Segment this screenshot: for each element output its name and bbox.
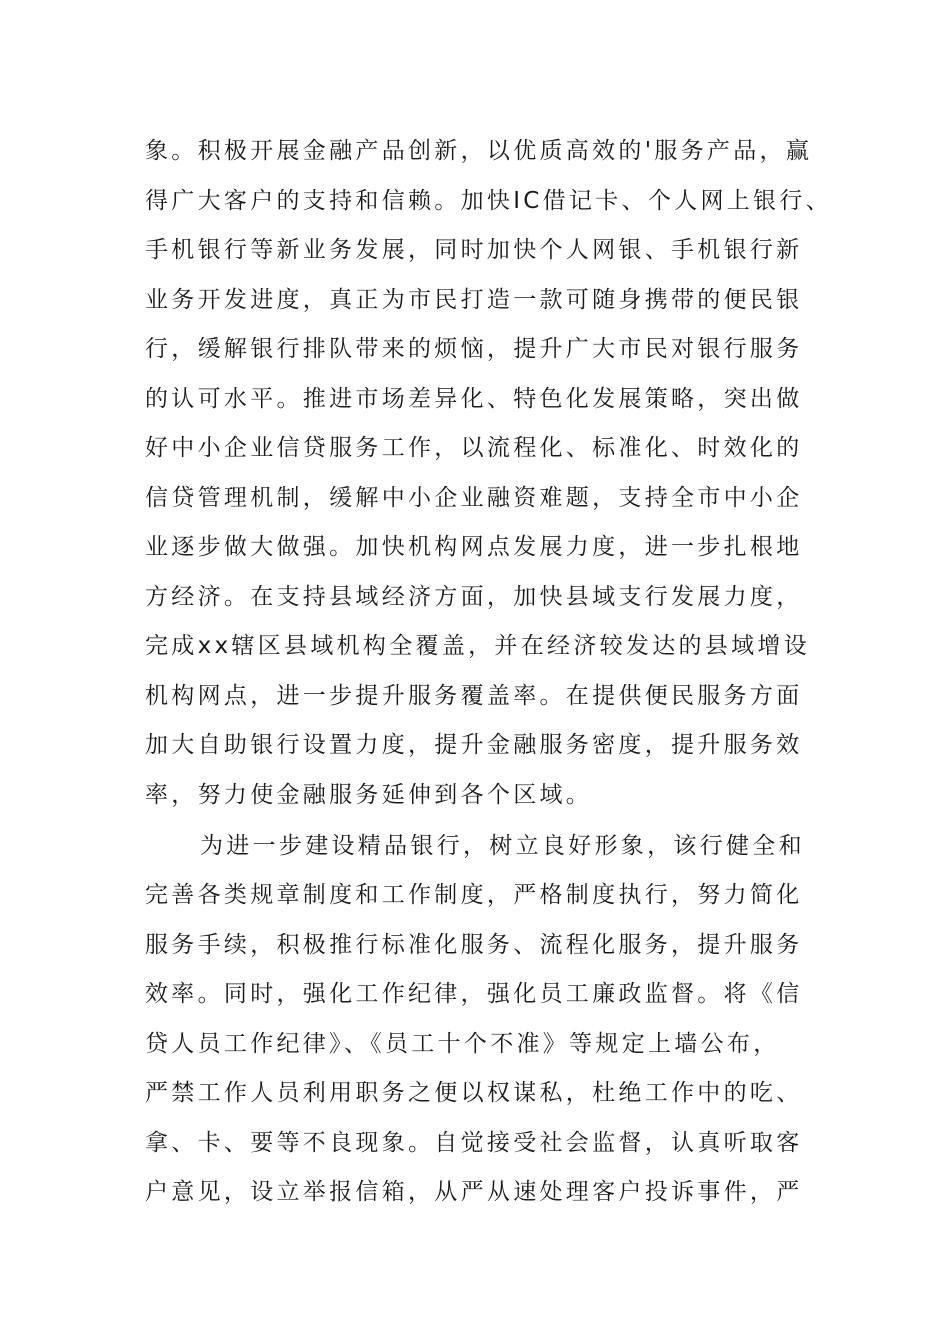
paragraph-2-line-1: 为进一步建设精品银行，树立良好形象，该行健全和 [200, 833, 805, 859]
paragraph-1-line-13: 加大自助银行设置力度，提升金融服务密度，提升服务效 [145, 732, 803, 758]
paragraph-1-line-1: 象。积极开展金融产品创新，以优质高效的'服务产品，赢 [145, 138, 813, 164]
paragraph-1-line-3: 手机银行等新业务发展，同时加快个人网银、手机银行新 [145, 237, 803, 263]
paragraph-2-line-6: 严禁工作人员利用职务之便以权谋私，杜绝工作中的吃、 [145, 1080, 803, 1106]
paragraph-1-line-7: 好中小企业信贷服务工作，以流程化、标准化、时效化的 [145, 435, 803, 461]
paragraph-2-line-7: 拿、卡、要等不良现象。自觉接受社会监督，认真听取客 [145, 1130, 803, 1156]
paragraph-1-line-8: 信贷管理机制，缓解中小企业融资难题，支持全市中小企 [145, 485, 803, 511]
paragraph-1-line-11: 完成xx辖区县域机构全覆盖，并在经济较发达的县域增设 [145, 633, 811, 659]
paragraph-2-line-3: 服务手续，积极推行标准化服务、流程化服务，提升服务 [145, 932, 803, 958]
paragraph-1-line-5: 行，缓解银行排队带来的烦恼，提升广大市民对银行服务 [145, 336, 803, 362]
paragraph-1-line-4: 业务开发进度，真正为市民打造一款可随身携带的便民银 [145, 287, 803, 313]
paragraph-2-line-5: 贷人员工作纪律》、《员工十个不准》等规定上墙公布， [145, 1031, 780, 1057]
paragraph-2-line-2: 完善各类规章制度和工作制度，严格制度执行，努力简化 [145, 882, 803, 908]
paragraph-2-line-8: 户意见，设立举报信箱，从严从速处理客户投诉事件，严 [145, 1179, 803, 1205]
paragraph-1-line-12: 机构网点，进一步提升服务覆盖率。在提供便民服务方面 [145, 683, 803, 709]
paragraph-1-line-10: 方经济。在支持县域经济方面，加快县域支行发展力度， [145, 584, 803, 610]
paragraph-1-line-6: 的认可水平。推进市场差异化、特色化发展策略，突出做 [145, 386, 803, 412]
paragraph-1-line-14: 率，努力使金融服务延伸到各个区域。 [145, 782, 593, 808]
paragraph-1-line-2: 得广大客户的支持和信赖。加快IC借记卡、个人网上银行、 [145, 188, 832, 214]
paragraph-1-line-9: 业逐步做大做强。加快机构网点发展力度，进一步扎根地 [145, 534, 803, 560]
paragraph-2-line-4: 效率。同时，强化工作纪律，强化员工廉政监督。将《信 [145, 981, 803, 1007]
